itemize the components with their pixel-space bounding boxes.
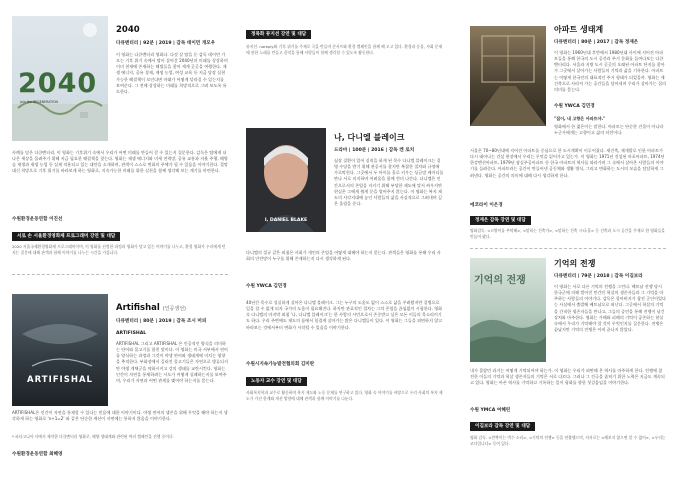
footnote-artifishal: * 파타고니아 사에서 제작한 다큐멘터리 영화로, 해양 생태계와 관련된 여러 캠페인을 진행 중이다. — [12, 434, 174, 439]
film-title-apartment: 아파트 생태계 — [554, 25, 604, 34]
event-tag-apartment: 정재은 감독 강연 및 대담 — [470, 216, 531, 225]
reviewer-artifishal: 수원환경운동연합 최혜영 — [12, 452, 63, 457]
film-title-memory-war: 기억의 전쟁 — [554, 259, 596, 268]
synopsis-daniel-blake-3: 40년간 목수로 성실하게 살아온 다니엘 블레이크. 그는 누구의 도움도 없이 스스로 삶을 꾸려왔지만 질병으로 일을 할 수 없게 되자 국가의 도움이 필요해진다. 하지만 관료적인 절차는 그의 존엄을 끊임없이 시험한다. 영화 속 다니엘의 마지막 외침 '나, 다니엘 블레이크'는 한 사람의 시민으로서 존중받고 싶은 모든 이들의 목소리이기도 하다. 우리 주변에도 제도의 틈에서 힘겹게 살아가는 많은 다니엘들이 있다. 이 영화는 그들을 외면하지 않고 바라보는 것에서부터 변화가 시작될 수 있음을 이야기한다. — [246, 300, 443, 330]
reviewer-apartment-2: 에코라이 이은경 — [470, 203, 503, 208]
synopsis-artifishal: ARTIFISHAL 그리고 ARTIFISHAL 은 인공적인 양식을 의미하는 단어와 물고기를 합친 말이다. 이 영화는 미국 서부에서 연어를 양식하는 과정과 그것이 야생 연어와 생태계에 미치는 영향을 추적한다. 부화장에서 길러진 물고기들은 자연으로 방류되지만 야생 개체군을 약화시키고 강의 생태를 교란시킨다. 영화는 인간이 자연을 통제하려는 시도가 어떻게 실패하는지를 보여주며, 우리가 자연과 어떤 관계를 맺어야 하는지를 묻는다. — [116, 341, 228, 383]
reviewer-2040: 수원환경운동연합 이진선 — [12, 217, 63, 222]
reviewer-memory-war: 수원 YMCA 여혜린 — [470, 408, 511, 413]
divider — [12, 274, 228, 275]
film-label-artifishal: ARTIFISHAL — [116, 331, 147, 336]
poster-apartment-art — [470, 26, 546, 126]
poster-2040 — [12, 16, 108, 141]
film-meta-memory-war: 다큐멘터리 | 79분 | 2018 | 감독 이길보라 — [554, 274, 643, 279]
event-note-memory-war: 영화 감독. <반짝이는 박수 소리>, <기억의 전쟁> 등을 연출했으며, 저서로는 <해보지 않으면 알 수 없어>, <우리는 코다입니다> 등이 있다. — [470, 435, 666, 446]
column-right — [460, 8, 672, 481]
event-tag-daniel-blake: 노동자 교수 강연 및 대담 — [246, 377, 307, 386]
reviewer-daniel-blake-2: 수원시지속가능발전협의회 김미란 — [246, 362, 315, 367]
reviewer-apartment: 수원 YWCA 김민경 — [554, 104, 595, 109]
poster-apartment — [470, 26, 546, 126]
film-title-artifishal-text: Artifishal — [116, 303, 160, 313]
poster-daniel-blake — [246, 128, 326, 232]
column-middle — [242, 8, 448, 481]
synopsis-daniel-blake: 심장 질환이 있어 실직을 하게 된 목수 다니엘 블레이크는 질병 수당을 받기 위해 관공서를 찾지만 복잡한 절차와 규정에 가로막힌다. 그곳에서 두 아이를 홀로 키우는 싱글맘 케이티를 만나 서로 의지하며 어려움을 함께 견뎌 나간다. 다니엘은 인간으로서의 존엄을 지키기 위해 부당한 제도에 맞서 싸우지만 현실은 그에게 쉽게 문을 열어주지 않는다. 이 영화는 복지 제도의 사각지대에 놓인 사람들의 삶을 사실적으로 그려내며 깊은 울림을 준다. — [334, 158, 444, 206]
film-title-artifishal — [116, 304, 186, 313]
film-subtitle-artifishal: (인공생선) — [162, 306, 187, 312]
synopsis-artifishal-full: ARTIFISHAL은 인간이 자연을 통제할 수 있다는 믿음에 대한 이야기이다. 야생 연어의 생존을 위해 무엇을 해야 하는지 생각하게 하는 영화로 'n+1=2' 와 같은 단순한 계산이 자연에는 통하지 않음을 이야기한다. — [12, 410, 228, 422]
body-memory-war: 내가 몰랐던 과거는 어떻게 기억되어야 하는가. 이 영화는 우리가 외면해 온 역사를 마주하게 한다. 전쟁에 참전한 이들의 기억과 학살 생존자들의 기억은 서로 다르다. 그러나 그 간극을 좁히기 위한 노력은 지금도 계속되고 있다. 영화는 아픈 역사를 기억하고 기록하는 일이 평화를 향한 첫걸음임을 이야기한다. — [470, 368, 665, 386]
event-note-2040: 2020 서울국제환경영화제 프로그래머이며, 이 영화를 선정한 과정과 영화가 담고 있는 이야기를 나누고, 환경 영화가 우리에게 던지는 질문에 대해 관객과 함께 이야기를 나누는 시간을 가집니다. — [12, 244, 226, 255]
synopsis-2040-full: 사례를 담은 다큐멘터리. 이 영화는 기후위기 속에서 우리가 어떤 미래를 만들어 갈 수 있는지 질문한다. 감독은 딸에게 더 나은 세상을 물려주기 위해 지금 필요한 해결책을 찾는다. 영화는 재생 에너지와 미세 전력망, 공유 교통과 자율 주행, 해양 숲 재생과 재생 농업 등 실제 적용되고 있는 대안을 소개하며, 관객이 스스로 변화의 주체가 될 수 있음을 이야기한다. 절망 대신 희망으로 기후 위기를 바라보게 하는 영화로, 지속가능한 미래를 위한 실천을 함께 생각해 보는 계기를 마련한다. — [12, 150, 228, 174]
film-meta-apartment: 다큐멘터리 | 80분 | 2017 | 감독 정재은 — [554, 40, 639, 45]
event-tag-2040: 서로 손 서울환경영화제 프로그래머 강연 및 대담 — [12, 232, 120, 241]
event-tag-musician: 정목화 뮤지션 강연 및 대담 — [246, 30, 311, 39]
quote-text-apartment: 영화에서 한 젊은이는 말한다. 아파트는 단순한 건물이 아니라 누군가에게는 고향이고 삶의 터전이다. — [554, 124, 664, 136]
poster-2040-subtitle: join the REGENERATION — [20, 100, 58, 104]
film-meta-2040: 다큐멘터리 | 92분 | 2019 | 감독 데이먼 개모우 — [116, 41, 216, 46]
event-note-musician: 뮤지션. noreply와 기후 위기를 주제로 곡을 만들며 콘서트와 환경 캠페인을 함께 해 오고 있다. 환경과 동물, 사회 문제에 관한 노래를 만들고 음악을 통해 사람들이 함께 생각할 수 있도록 활동한다. — [246, 44, 443, 55]
divider — [470, 248, 666, 249]
film-meta-daniel-blake: 드라마 | 100분 | 2016 | 감독 켄 로치 — [334, 148, 415, 153]
poster-daniel-blake-title: I, DANIEL BLAKE — [264, 218, 308, 223]
poster-memory-war-title: 기억의 전쟁 — [474, 275, 526, 286]
poster-memory-war — [470, 258, 546, 362]
poster-artifishal — [12, 294, 108, 406]
poster-artifishal-title: ARTIFISHAL — [27, 375, 93, 385]
poster-2040-title: 2040 — [18, 68, 98, 99]
film-meta-artifishal: 다큐멘터리 | 80분 | 2019 | 감독 조시 머피 — [116, 319, 207, 324]
body-apartment: 서울은 70~80년대에 지어진 아파트를 중심으로 한 도시계획이 이루어졌다. 재건축, 재개발로 인한 아파트가 다시 태어나는 건설 현장에서 우리는 무엇을 잃어가고 있는가. 이 영화는 1971년 건설된 마포아파트, 1974년 한강맨션아파트, 1979년 잠실주공아파트 등 한국 아파트의 역사를 따라가며 그 속에서 살아온 사람들의 이야기를 들려준다. 아파트라는 공간이 만들어낸 공동체와 생활 방식, 그리고 변화하는 도시의 모습을 담담하게 그려낸다. 영화는 공간의 의미에 대해 다시 생각하게 한다. — [470, 148, 665, 178]
column-left — [8, 8, 230, 481]
event-note-daniel-blake: 사회복지학과 교수로 활동하며 복지 제도와 노동 문제를 연구하고 있다. 영화 속 이야기를 바탕으로 우리 사회의 복지 제도가 가진 한계와 개선 방향에 대해 관객과 함께 이야기를 나눈다. — [246, 390, 443, 401]
poster-daniel-blake-art — [246, 128, 326, 232]
synopsis-memory-war: 이 영화는 서로 다른 기억의 전쟁을 그린다. 베트남 전쟁 당시 한국군에 의해 벌어진 민간인 학살의 생존자들과 그 기억을 마주하는 사람들의 이야기다. 감독은 할아버지가 참전 군인이었다는 사실에서 출발해 베트남으로 떠난다. 그곳에서 학살의 기억을 간직한 생존자들을 만나고, 그들의 증언을 통해 전쟁이 남긴 상처와 마주한다. 영화는 가해와 피해의 기억이 공존하는 현실 속에서 우리가 기억해야 할 것이 무엇인지를 질문한다. 전쟁은 끝났지만 기억의 전쟁은 아직 끝나지 않았다. — [554, 284, 666, 332]
film-title-daniel-blake: 나, 다니엘 블레이크 — [334, 133, 405, 142]
synopsis-apartment: 이 영화는 1960년대 후반에서 1980년대 사이에 지어진 아파트들을 통해 한국의 도시 공간과 주거 문화를 들여다보는 다큐멘터리다. 서울과 지방 도시 곳곳의 오래된 아파트 단지를 찾아가 그곳에서 살아가는 사람들의 기억과 삶을 기록한다. 아파트는 어떻게 한국인의 대표적인 주거 형태가 되었을까. 영화는 재건축으로 사라져 가는 공간들을 담아내며 우리가 살아가는 집의 의미를 묻는다. — [554, 50, 666, 92]
synopsis-daniel-blake-2: 다니엘의 절규 같은 외침은 사회가 개인의 존엄을 어떻게 대해야 하는지 묻는다. 관객들은 영화를 통해 우리 사회의 안전망이 누구를 위해 존재하는지 다시 생각하게 된다. — [246, 250, 441, 262]
film-title-2040: 2040 — [116, 25, 140, 35]
quote-apartment: "집이, 내 고향은 아파트야." — [554, 116, 606, 121]
reviewer-daniel-blake: 수원 YWCA 김민경 — [246, 284, 287, 289]
event-note-apartment: 영화감독. <고양이를 부탁해>, <말하는 건축가>, <말하는 건축 시티:홀> 등 건축과 도시 공간을 주제로 한 영화들을 만들어 왔다. — [470, 228, 665, 239]
synopsis-2040-side: 이 영화는 다큐멘터리 영화다. 다섯 살 딸을 둔 감독 데이먼 가모는 기후 위기 속에서 딸이 살아갈 2040년의 미래를 상상하며 이미 현재에 존재하는 해법들을 찾아 세계 곳곳을 여행한다. 재생 에너지, 공유 경제, 재생 농업, 여성 교육 등 지금 당장 실현 가능한 해결책이 모인다면 미래가 어떻게 달라질 수 있는지를 보여준다. 그 전에 상상하는 미래를 희망적으로 그려 보도록 유도한다. — [116, 52, 228, 94]
poster-artifishal-art — [12, 294, 108, 406]
event-tag-memory-war: 이길보라 감독 강연 및 대담 — [470, 422, 535, 431]
